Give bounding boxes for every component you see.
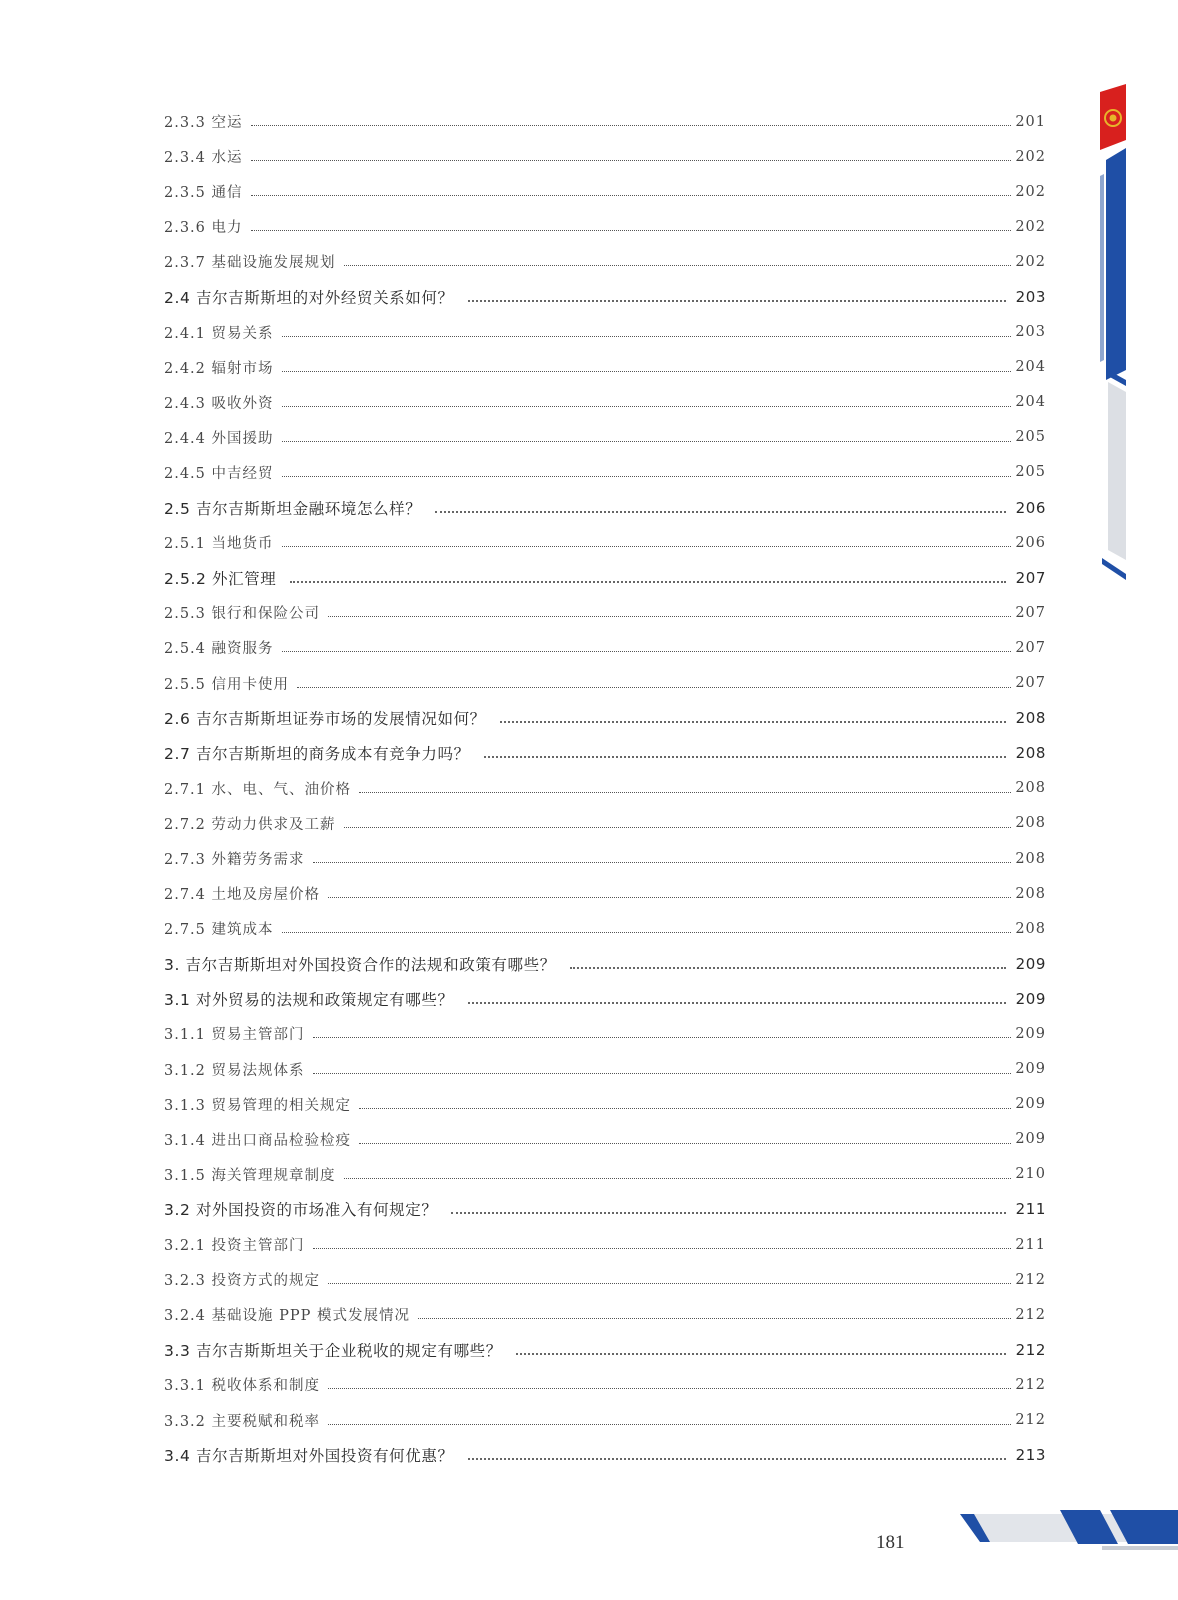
toc-entry-title: 2.7.4 土地及房屋价格 [164, 887, 321, 904]
dot-leader [359, 1143, 1011, 1144]
dot-leader [570, 967, 1006, 969]
toc-entry-title: 3.2.1 投资主管部门 [164, 1238, 305, 1255]
toc-entry[interactable] [164, 701, 1046, 736]
dot-leader [344, 827, 1012, 828]
toc-entry[interactable] [164, 595, 1046, 630]
toc-entry[interactable] [164, 244, 1046, 279]
toc-entry-page: 202 [1015, 218, 1046, 235]
toc-entry[interactable] [164, 946, 1046, 981]
toc-entry-page: 210 [1015, 1166, 1046, 1183]
toc-entry[interactable] [164, 350, 1046, 385]
toc-entry[interactable] [164, 490, 1046, 525]
toc-entry-page: 209 [1015, 1096, 1046, 1113]
toc-entry-title: 2.4.2 辐射市场 [164, 360, 274, 377]
toc-entry[interactable] [164, 1297, 1046, 1332]
toc-entry-page: 207 [1015, 604, 1046, 621]
toc-entry-page: 209 [1015, 1131, 1046, 1148]
toc-entry-title: 3.3 吉尔吉斯斯坦关于企业税收的规定有哪些？ [164, 1341, 502, 1360]
toc-entry[interactable] [164, 1402, 1046, 1437]
toc-entry[interactable] [164, 560, 1046, 595]
toc-entry[interactable] [164, 1438, 1046, 1473]
dot-leader [282, 406, 1012, 407]
dot-leader [313, 1037, 1012, 1038]
toc-entry-title: 2.7.3 外籍劳务需求 [164, 852, 305, 869]
toc-entry-page: 207 [1015, 639, 1046, 656]
dot-leader [251, 125, 1012, 126]
toc-entry-page: 203 [1015, 324, 1046, 341]
dot-leader [328, 897, 1011, 898]
toc-entry-title: 2.4.3 吸收外资 [164, 395, 274, 412]
dot-leader [282, 932, 1012, 933]
toc-entry-page: 201 [1015, 113, 1046, 130]
toc-entry-page: 211 [1015, 1236, 1046, 1253]
toc-entry-title: 3.1 对外贸易的法规和政策规定有哪些？ [164, 990, 454, 1009]
toc-entry-page: 203 [1015, 288, 1046, 307]
toc-entry[interactable] [164, 1122, 1046, 1157]
page-number: 181 [876, 1532, 905, 1553]
toc-entry[interactable] [164, 1332, 1046, 1367]
toc-entry-page: 207 [1015, 568, 1046, 587]
toc-entry-page: 211 [1015, 1200, 1046, 1219]
toc-entry-title: 2.7.2 劳动力供求及工薪 [164, 816, 336, 833]
dot-leader [251, 195, 1012, 196]
toc-entry-page: 202 [1015, 148, 1046, 165]
toc-entry[interactable] [164, 736, 1046, 771]
toc-entry[interactable] [164, 1227, 1046, 1262]
toc-entry-title: 3.1.4 进出口商品检验检疫 [164, 1132, 352, 1149]
toc-entry[interactable] [164, 1016, 1046, 1051]
toc-entry-title: 2.3.7 基础设施发展规划 [164, 255, 336, 272]
toc-entry-title: 2.4.4 外国援助 [164, 430, 274, 447]
toc-entry[interactable] [164, 876, 1046, 911]
toc-entry-page: 202 [1015, 253, 1046, 270]
toc-entry-title: 2.7 吉尔吉斯斯坦的商务成本有竞争力吗？ [164, 745, 470, 764]
toc-entry-title: 2.5.3 银行和保险公司 [164, 606, 321, 623]
toc-entry-title: 2.5.1 当地货币 [164, 536, 274, 553]
toc-entry[interactable] [164, 911, 1046, 946]
emblem-tab-icon [1100, 84, 1126, 150]
dot-leader [468, 1458, 1006, 1460]
toc-entry-page: 212 [1015, 1412, 1046, 1429]
toc-entry-page: 208 [1015, 885, 1046, 902]
toc-entry[interactable] [164, 279, 1046, 314]
toc-entry-title: 2.3.4 水运 [164, 150, 243, 167]
toc-entry-page: 208 [1015, 780, 1046, 797]
dot-leader [468, 1002, 1006, 1004]
dot-leader [359, 792, 1011, 793]
dot-leader [451, 1212, 1005, 1214]
toc-entry[interactable] [164, 315, 1046, 350]
toc-entry-title: 2.3.3 空运 [164, 115, 243, 132]
dot-leader [251, 160, 1012, 161]
toc-entry-page: 207 [1015, 675, 1046, 692]
dot-leader [418, 1318, 1011, 1319]
dot-leader [468, 300, 1006, 302]
toc-entry[interactable] [164, 174, 1046, 209]
toc-entry-page: 208 [1015, 850, 1046, 867]
dot-leader [344, 265, 1012, 266]
toc-entry-title: 3.4 吉尔吉斯斯坦对外国投资有何优惠？ [164, 1447, 454, 1466]
toc-entry-page: 205 [1015, 429, 1046, 446]
dot-leader [328, 1283, 1011, 1284]
toc-entry-title: 3.2.3 投资方式的规定 [164, 1273, 321, 1290]
toc-entry-page: 204 [1015, 394, 1046, 411]
toc-entry-page: 206 [1015, 534, 1046, 551]
toc-entry-page: 212 [1015, 1306, 1046, 1323]
toc-entry[interactable] [164, 525, 1046, 560]
side-stripe-decoration [1100, 80, 1178, 600]
toc-entry-title: 3.1.2 贸易法规体系 [164, 1062, 305, 1079]
toc-entry-title: 2.5 吉尔吉斯斯坦金融环境怎么样？ [164, 499, 422, 518]
toc-entry[interactable] [164, 455, 1046, 490]
toc-entry[interactable] [164, 139, 1046, 174]
toc-entry[interactable] [164, 1052, 1046, 1087]
toc-entry-title: 2.4.1 贸易关系 [164, 325, 274, 342]
dot-leader [282, 371, 1012, 372]
toc-entry[interactable] [164, 1367, 1046, 1402]
toc-entry-page: 208 [1015, 815, 1046, 832]
toc-entry-title: 3.1.5 海关管理规章制度 [164, 1167, 336, 1184]
dot-leader [328, 1388, 1011, 1389]
toc-entry[interactable] [164, 666, 1046, 701]
toc-entry-title: 2.7.5 建筑成本 [164, 922, 274, 939]
toc-entry-page: 205 [1015, 464, 1046, 481]
dot-leader [282, 476, 1012, 477]
toc-entry-page: 208 [1015, 744, 1046, 763]
dot-leader [516, 1353, 1006, 1355]
dot-leader [328, 1424, 1011, 1425]
toc-entry-page: 212 [1015, 1271, 1046, 1288]
toc-entry[interactable] [164, 630, 1046, 665]
toc-entry-page: 209 [1015, 1025, 1046, 1042]
table-of-contents [164, 104, 1046, 1473]
toc-entry-page: 212 [1015, 1340, 1046, 1359]
dot-leader [282, 441, 1012, 442]
toc-entry-page: 208 [1015, 709, 1046, 728]
toc-entry-page: 206 [1015, 498, 1046, 517]
dot-leader [282, 651, 1012, 652]
toc-entry-page: 204 [1015, 359, 1046, 376]
toc-entry-page: 209 [1015, 954, 1046, 973]
toc-entry-page: 212 [1015, 1376, 1046, 1393]
toc-entry-title: 3.3.1 税收体系和制度 [164, 1378, 321, 1395]
toc-entry-title: 3.1.1 贸易主管部门 [164, 1027, 305, 1044]
toc-entry-page: 209 [1015, 989, 1046, 1008]
dot-leader [484, 756, 1006, 758]
toc-entry-title: 2.4.5 中吉经贸 [164, 465, 274, 482]
toc-entry-title: 2.5.2 外汇管理 [164, 569, 277, 588]
dot-leader [435, 511, 1005, 513]
toc-entry[interactable] [164, 420, 1046, 455]
toc-entry[interactable] [164, 771, 1046, 806]
toc-entry-page: 208 [1015, 920, 1046, 937]
toc-entry-page: 202 [1015, 183, 1046, 200]
toc-entry[interactable] [164, 806, 1046, 841]
toc-entry[interactable] [164, 385, 1046, 420]
toc-entry-page: 213 [1015, 1446, 1046, 1465]
dot-leader [297, 687, 1011, 688]
toc-entry-title: 2.7.1 水、电、气、油价格 [164, 781, 352, 798]
toc-entry-title: 2.3.5 通信 [164, 185, 243, 202]
dot-leader [282, 336, 1012, 337]
toc-entry[interactable] [164, 104, 1046, 139]
dot-leader [344, 1178, 1012, 1179]
toc-entry-page: 209 [1015, 1061, 1046, 1078]
dot-leader [313, 1073, 1012, 1074]
toc-entry[interactable] [164, 841, 1046, 876]
toc-entry-title: 2.3.6 电力 [164, 220, 243, 237]
dot-leader [282, 546, 1012, 547]
dot-leader [313, 1248, 1012, 1249]
toc-entry-title: 2.5.5 信用卡使用 [164, 676, 290, 693]
toc-entry-title: 2.5.4 融资服务 [164, 641, 274, 658]
toc-entry[interactable] [164, 209, 1046, 244]
toc-entry[interactable] [164, 1157, 1046, 1192]
toc-entry-title: 3.2.4 基础设施 PPP 模式发展情况 [164, 1308, 410, 1325]
toc-entry-title: 2.6 吉尔吉斯斯坦证券市场的发展情况如何？ [164, 710, 486, 729]
toc-entry-title: 3.3.2 主要税赋和税率 [164, 1413, 321, 1430]
toc-entry-title: 3. 吉尔吉斯斯坦对外国投资合作的法规和政策有哪些？ [164, 955, 556, 974]
dot-leader [313, 862, 1012, 863]
dot-leader [359, 1108, 1011, 1109]
toc-entry-title: 3.2 对外国投资的市场准入有何规定？ [164, 1201, 438, 1220]
toc-entry-title: 3.1.3 贸易管理的相关规定 [164, 1097, 352, 1114]
toc-entry[interactable] [164, 1262, 1046, 1297]
toc-entry[interactable] [164, 981, 1046, 1016]
bottom-stripe-decoration [960, 1510, 1178, 1600]
dot-leader [290, 581, 1005, 583]
dot-leader [500, 721, 1006, 723]
dot-leader [251, 230, 1012, 231]
toc-entry[interactable] [164, 1192, 1046, 1227]
toc-entry-title: 2.4 吉尔吉斯斯坦的对外经贸关系如何？ [164, 289, 454, 308]
dot-leader [328, 616, 1011, 617]
toc-entry[interactable] [164, 1087, 1046, 1122]
